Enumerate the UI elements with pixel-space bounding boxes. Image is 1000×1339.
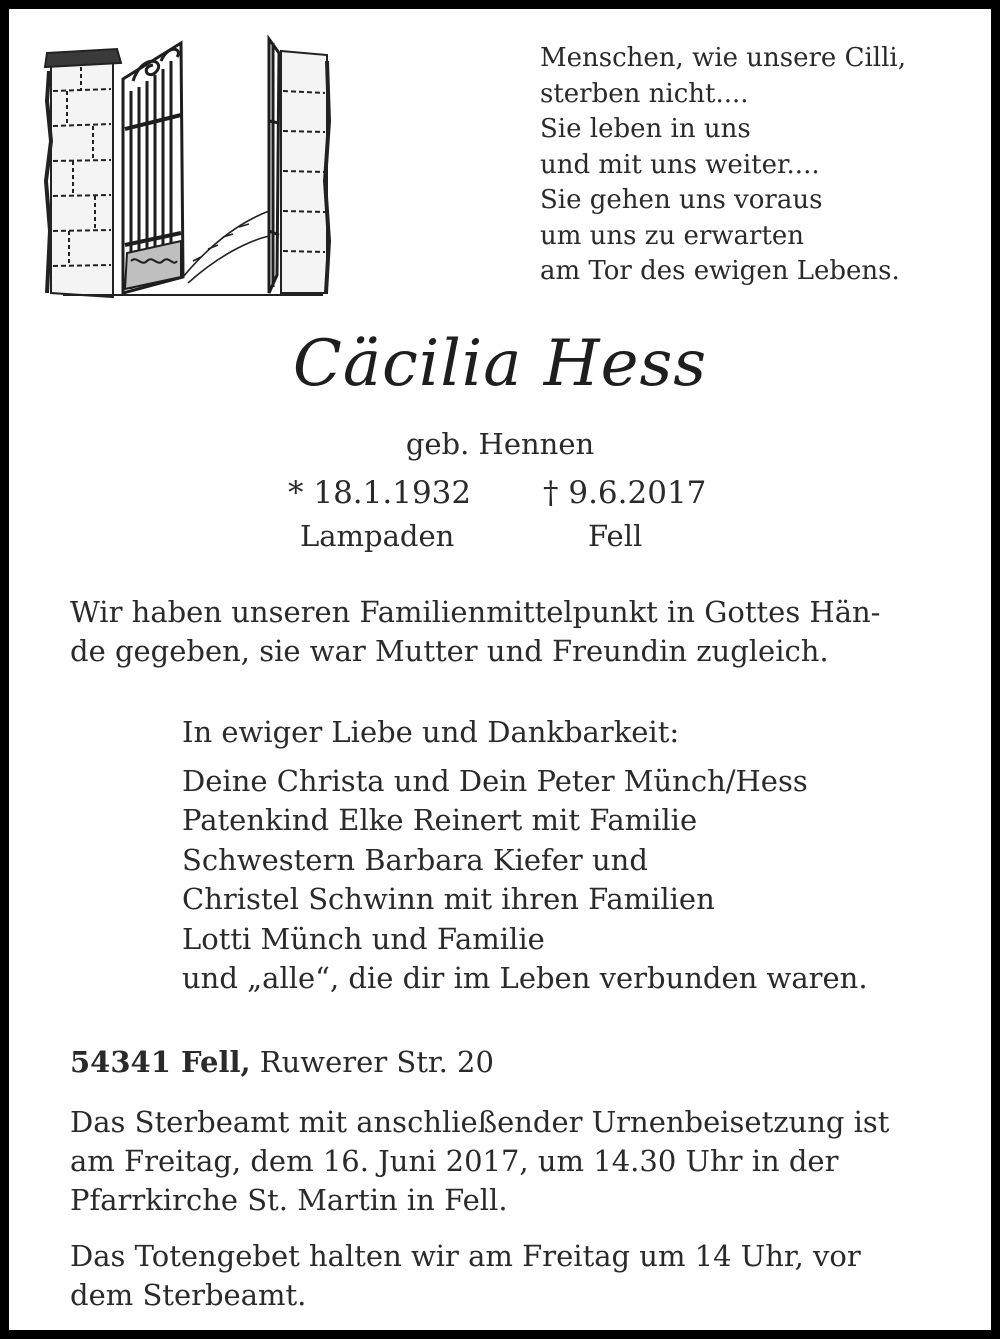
- poem-line: Sie gehen uns voraus: [540, 185, 823, 215]
- service-line: Das Sterbeamt mit anschließender Urnenbeisetzung ist: [70, 1105, 890, 1139]
- poem-line: um uns zu erwarten: [540, 220, 805, 251]
- tribute-line: de gegeben, sie war Mutter und Freundin zugleich.: [70, 634, 829, 668]
- mourner-line: Christel Schwinn mit ihren Familien: [182, 882, 715, 916]
- mourners-intro: In ewiger Liebe und Dankbarkeit:: [182, 715, 680, 749]
- poem-line: sterben nicht....: [540, 78, 749, 109]
- prayer-line: dem Sterbeamt.: [70, 1278, 307, 1312]
- service-line: Pfarrkirche St. Martin in Fell.: [70, 1183, 508, 1217]
- deceased-name: Cäcilia Hess: [292, 327, 708, 401]
- death-place: Fell: [588, 519, 643, 553]
- prayer-line: Das Totengebet halten wir am Freitag um 14 Uhr, vor: [70, 1239, 861, 1273]
- address-city: 54341 Fell,: [70, 1045, 251, 1079]
- mourner-line: Patenkind Elke Reinert mit Familie: [182, 803, 698, 837]
- poem-line: am Tor des ewigen Lebens.: [540, 256, 900, 286]
- birth-name: geb. Hennen: [405, 427, 595, 461]
- obituary-card: [9, 9, 991, 1330]
- mourner-line: Lotti Münch und Familie: [182, 921, 545, 956]
- service-text: [70, 1103, 889, 1220]
- service-line: am Freitag, dem 16. Juni 2017, um 14.30 Uhr in der: [70, 1144, 839, 1178]
- mourners-list: [182, 713, 868, 999]
- poem: [540, 41, 906, 290]
- tribute-line: Wir haben unseren Familienmittelpunkt in Gottes Hän-: [70, 595, 881, 629]
- poem-line: und mit uns weiter....: [540, 149, 820, 180]
- address: [70, 1045, 494, 1079]
- prayer-text: [70, 1237, 861, 1315]
- poem-line: Sie leben in uns: [540, 114, 751, 144]
- birth-date: * 18.1.1932: [288, 475, 472, 511]
- mourner-line: Schwestern Barbara Kiefer und: [182, 842, 648, 877]
- address-street: Ruwerer Str. 20: [259, 1045, 494, 1079]
- death-date: † 9.6.2017: [543, 475, 707, 511]
- birth-place: Lampaden: [300, 519, 455, 553]
- mourner-line: und „alle“, die dir im Leben verbunden waren.: [182, 961, 868, 995]
- mourner-line: Deine Christa und Dein Peter Münch/Hess: [182, 763, 808, 798]
- open-gate-illustration: [43, 31, 333, 301]
- poem-line: Menschen, wie unsere Cilli,: [540, 43, 907, 73]
- tribute-text: [70, 593, 880, 671]
